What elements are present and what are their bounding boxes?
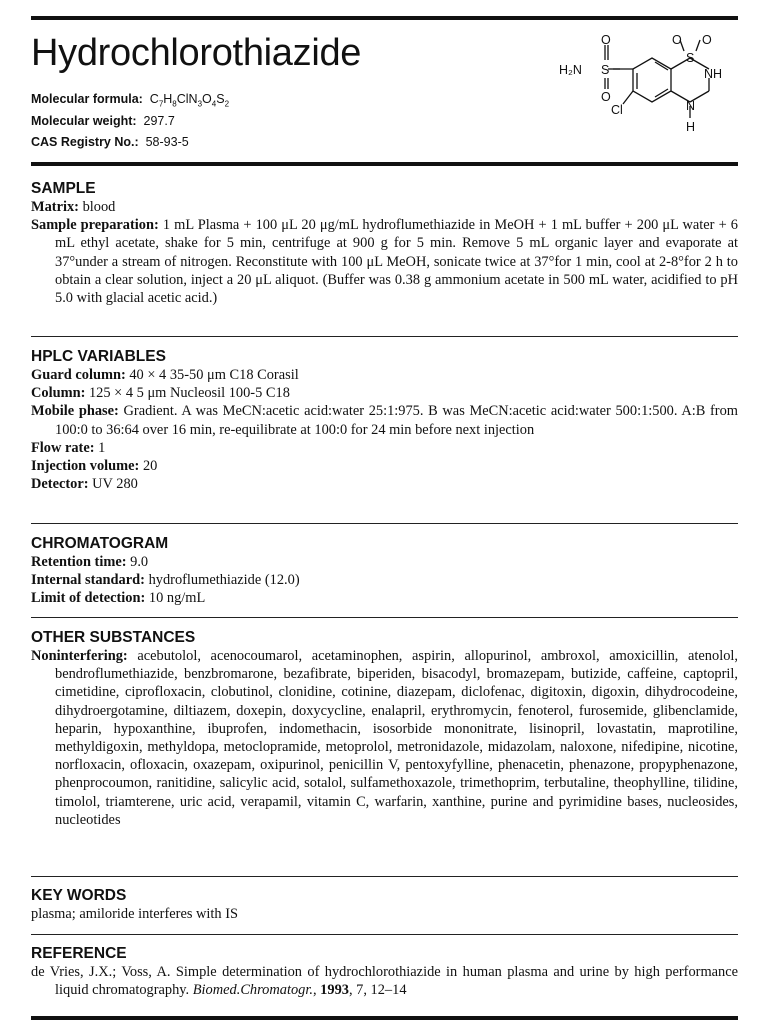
structure-n: N <box>686 99 696 113</box>
sample-preparation-value: 1 mL Plasma + 100 μL 20 μg/mL hydroflumethiazide in MeOH + 1 mL buffer + 200 μL water + 6 mL ethyl acetate, shake for 5 min, centrifuge at 900 g for 5 min. Remove 5 mL organic layer and evaporate at 37°under a stream of nitrogen. Reconstitute with 100 μL MeOH, sonicate twice at 37°for 1 min, cool at 2-8°for 2 h to obtain a clear solution, inject a 20 μL aliquot. (Buffer was 0.38 g ammonium acetate in 500 mL water, acidified to pH 5.0 with glacial acetic acid.) <box>55 217 738 307</box>
limit-of-detection-label: Limit of detection: <box>31 590 146 607</box>
retention-time-row <box>31 553 738 571</box>
flow-rate-value: 1 <box>98 439 106 456</box>
sample-section <box>31 179 738 307</box>
injection-volume-row <box>31 457 738 475</box>
reference-journal: Biomed.Chromatogr. <box>192 982 313 999</box>
molecular-weight-value: 297.7 <box>143 113 175 128</box>
compound-title: Hydrochlorothiazide <box>31 32 362 74</box>
matrix-row <box>31 198 738 216</box>
reference-article-title: Simple determination of hydrochlorothiazide in human plasma and urine by high performance liquid chromatography. <box>55 964 738 999</box>
section-title-hplc: HPLC VARIABLES <box>31 348 166 365</box>
molecular-formula-label: Molecular formula: <box>31 92 143 106</box>
flow-rate-label: Flow rate: <box>31 439 95 456</box>
section-title-chromatogram: CHROMATOGRAM <box>31 535 169 552</box>
internal-standard-value: hydroflumethiazide (12.0) <box>148 572 300 589</box>
limit-of-detection-row <box>31 589 738 607</box>
reference-section <box>31 944 738 999</box>
other-substances-section <box>31 628 738 829</box>
flow-rate-row <box>31 439 738 457</box>
section-title-reference: REFERENCE <box>31 945 127 962</box>
header-rule <box>31 162 738 166</box>
noninterfering-label: Noninterfering: <box>31 648 128 664</box>
column-row <box>31 384 738 402</box>
column-label: Column: <box>31 385 86 402</box>
divider-hplc <box>31 336 738 337</box>
structure-s2: S <box>686 51 695 65</box>
divider-keywords <box>31 876 738 877</box>
compound-meta <box>31 89 229 154</box>
structure-o4: O <box>702 33 712 47</box>
structure-h: H <box>686 120 696 134</box>
cas-value: 58-93-5 <box>145 135 189 149</box>
mobile-phase-label: Mobile phase: <box>31 403 119 420</box>
divider-chromatogram <box>31 523 738 524</box>
injection-volume-label: Injection volume: <box>31 458 140 475</box>
bond-ring-cl <box>623 91 633 104</box>
hplc-section <box>31 347 738 493</box>
matrix-label: Matrix: <box>31 199 79 215</box>
guard-column-label: Guard column: <box>31 367 126 383</box>
top-rule <box>31 16 738 20</box>
molecular-weight-label: Molecular weight: <box>31 113 137 128</box>
structure-h2n: H₂N <box>559 63 582 77</box>
bond-s2-o-right <box>696 40 700 51</box>
structure-o1: O <box>601 33 611 47</box>
structure-s1: S <box>601 63 610 77</box>
injection-volume-value: 20 <box>142 458 158 475</box>
sample-preparation-label: Sample preparation: <box>31 217 159 234</box>
column-value: 125 × 4 5 μm Nucleosil 100-5 C18 <box>88 385 290 402</box>
section-title-other: OTHER SUBSTANCES <box>31 629 196 646</box>
molecular-weight-row <box>31 111 229 133</box>
structure-o3: O <box>672 33 682 47</box>
guard-column-row <box>31 366 738 384</box>
retention-time-value: 9.0 <box>130 554 149 570</box>
cas-row <box>31 132 229 154</box>
noninterfering-value: acebutolol, acenocoumarol, acetaminophen, aspirin, allopurinol, ambroxol, amoxicillin, atenolol, bendroflumethiazide, benzbromarone, bezafibrate, biperiden, bisacodyl, bromazepam, butizide, caffeine, captopril, cimetidine, ciprofloxacin, clobutinol, clonidine, cotinine, diazepam, diclofenac, digitoxin, digoxin, dihydrocodeine, dihydroergotamine, diltiazem, doxepin, doxycycline, enalapril, erythromycin, fenoterol, furosemide, glibenclamide, heparin, hypoxanthine, ibuprofen, indomethacin, isosorbide mononitrate, lisinopril, lovastatin, maprotiline, methyldigoxin, methyldopa, metoclopramide, metoprolol, metronidazole, midazolam, naloxone, nifedipine, nicotine, norfloxacin, ofloxacin, oxazepam, oxipurinol, penicillin V, pentoxyfylline, phenacetin, phenazone, propyphenazone, phenprocoumon, ranitidine, salicylic acid, sotalol, sulfamethoxazole, trimethoprim, terbutaline, theophylline, tilidine, timolol, triamterene, uric acid, verapamil, vitamin C, warfarin, xanthine, purine and pyrimidine bases, nucleosides, nucleotides <box>55 648 738 828</box>
divider-other <box>31 617 738 618</box>
section-title-keywords: KEY WORDS <box>31 887 127 904</box>
mobile-phase-value: Gradient. A was MeCN:acetic acid:water 25:1:975. B was MeCN:acetic acid:water 500:1:500. A:B from 100:0 to 36:64 over 16 min, re-equilibrate at 100:0 for 24 min before next injection <box>55 403 738 438</box>
chemical-structure-diagram <box>556 32 741 150</box>
molecular-formula-row <box>31 89 229 111</box>
divider-reference <box>31 934 738 935</box>
structure-nh: NH <box>704 67 723 81</box>
bottom-rule <box>31 1016 738 1020</box>
reference-authors: de Vries, J.X.; Voss, A. <box>31 964 171 980</box>
matrix-value: blood <box>82 199 116 215</box>
keywords-text: plasma; amiloride interferes with IS <box>31 906 239 922</box>
cas-label: CAS Registry No.: <box>31 135 139 149</box>
chromatogram-section <box>31 534 738 608</box>
section-title-sample: SAMPLE <box>31 180 96 197</box>
limit-of-detection-value: 10 ng/mL <box>148 590 206 607</box>
mobile-phase-row <box>31 402 738 438</box>
reference-volume-pages: , 7, 12–14 <box>348 982 407 999</box>
structure-o2: O <box>601 90 611 104</box>
guard-column-value: 40 × 4 35-50 μm C18 Corasil <box>129 367 299 383</box>
sample-preparation-row <box>31 216 738 307</box>
reference-year: 1993 <box>320 982 349 999</box>
detector-label: Detector: <box>31 476 89 493</box>
detector-value: UV 280 <box>92 476 138 493</box>
retention-time-label: Retention time: <box>31 554 127 570</box>
structure-cl: Cl <box>611 103 623 117</box>
keywords-section <box>31 886 738 923</box>
reference-citation: de Vries, J.X.; Voss, A. Simple determination of hydrochlorothiazide in human plasma and urine by high performance liquid chromatography. Biomed.Chromatogr., 1993, 7, 12–14 <box>31 964 738 999</box>
noninterfering-row <box>31 647 738 829</box>
benzene-ring <box>633 58 671 102</box>
detector-row <box>31 475 738 493</box>
internal-standard-label: Internal standard: <box>31 572 145 589</box>
molecular-formula-value: $C_7H_8ClN_3O_4S_2$ <box>149 92 230 109</box>
internal-standard-row <box>31 571 738 589</box>
